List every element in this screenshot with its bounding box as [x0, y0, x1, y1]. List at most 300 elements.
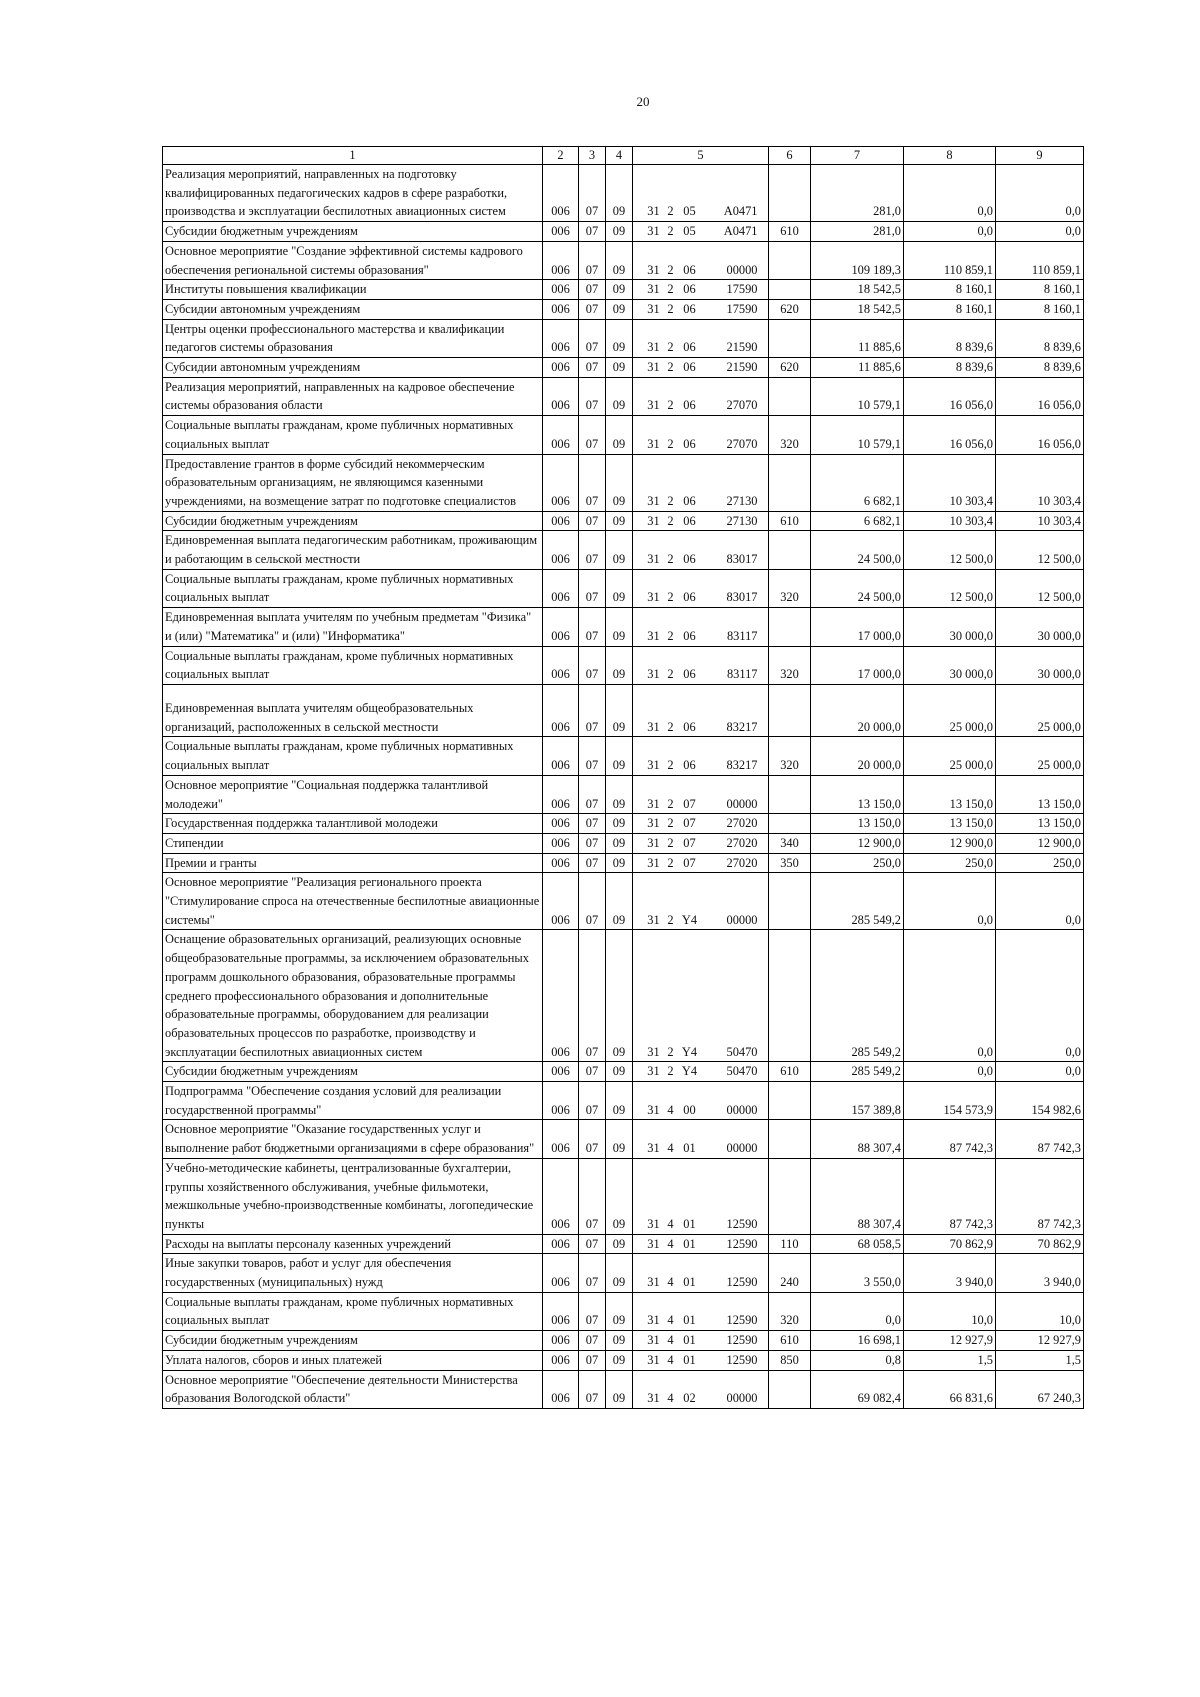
row-amount-1: 250,0 — [811, 853, 904, 873]
column-header: 6 — [769, 147, 811, 165]
row-code-ministry: 006 — [543, 511, 579, 531]
row-amount-3: 0,0 — [996, 873, 1084, 930]
row-code-subsection: 09 — [606, 377, 633, 415]
target-code-part: 06 — [683, 719, 696, 734]
target-code-part: 4 — [667, 1216, 674, 1231]
row-amount-1: 69 082,4 — [811, 1370, 904, 1408]
row-code-expense-type — [769, 684, 811, 736]
row-code-ministry: 006 — [543, 853, 579, 873]
table-row — [163, 737, 1084, 775]
row-code-subsection: 09 — [606, 775, 633, 813]
target-code-part: 31 — [647, 628, 660, 643]
row-code-ministry: 006 — [543, 930, 579, 1062]
row-amount-1: 0,8 — [811, 1350, 904, 1370]
row-code-target — [633, 454, 769, 511]
target-code-part: 50470 — [726, 1064, 758, 1079]
row-code-target — [633, 684, 769, 736]
row-code-subsection: 09 — [606, 299, 633, 319]
row-code-expense-type — [769, 165, 811, 222]
row-amount-3: 0,0 — [996, 930, 1084, 1062]
row-code-expense-type: 610 — [769, 511, 811, 531]
row-code-target — [633, 873, 769, 930]
row-amount-1: 16 698,1 — [811, 1331, 904, 1351]
row-amount-2: 10 303,4 — [904, 454, 996, 511]
target-code-part: 02 — [683, 1391, 696, 1406]
target-code-part: 06 — [683, 590, 696, 605]
target-code-part: 27020 — [726, 816, 758, 831]
target-code-part: 01 — [683, 1275, 696, 1290]
row-code-expense-type: 340 — [769, 833, 811, 853]
target-code-part: 01 — [683, 1313, 696, 1328]
row-code-subsection: 09 — [606, 1254, 633, 1292]
row-code-target — [633, 775, 769, 813]
row-amount-3: 13 150,0 — [996, 775, 1084, 813]
row-amount-3: 12 500,0 — [996, 569, 1084, 607]
row-amount-3: 16 056,0 — [996, 377, 1084, 415]
table-row — [163, 1350, 1084, 1370]
target-code-part: 06 — [683, 301, 696, 316]
row-amount-1: 68 058,5 — [811, 1234, 904, 1254]
row-amount-2: 30 000,0 — [904, 608, 996, 646]
table-row — [163, 416, 1084, 454]
target-code-part: 31 — [647, 1044, 660, 1059]
target-code-part: 31 — [647, 204, 660, 219]
row-amount-3: 110 859,1 — [996, 241, 1084, 279]
row-name: Оснащение образовательных организаций, реализующих основные общеобразовательные программы, за исключением образовательных программ дошкольного образования, образовательные программы среднего профессионального образования и дополнительные образовательные программы, оборудованием для реализации образовательных процессов по разработке, производству и эксплуатации беспилотных авиационных систем — [163, 930, 543, 1062]
row-code-ministry: 006 — [543, 531, 579, 569]
row-amount-2: 250,0 — [904, 853, 996, 873]
row-amount-2: 110 859,1 — [904, 241, 996, 279]
row-code-section: 07 — [579, 775, 606, 813]
target-code-part: 31 — [647, 1313, 660, 1328]
row-name: Единовременная выплата учителям по учебным предметам "Физика" и (или) "Математика" и (или) "Информатика" — [163, 608, 543, 646]
table-row — [163, 1331, 1084, 1351]
target-code-part: 06 — [683, 513, 696, 528]
target-code-part: 07 — [683, 835, 696, 850]
row-amount-3: 10 303,4 — [996, 454, 1084, 511]
table-row — [163, 165, 1084, 222]
target-code-part: 31 — [647, 493, 660, 508]
target-code-part: 07 — [683, 816, 696, 831]
target-code-part: 31 — [647, 1236, 660, 1251]
row-amount-3: 250,0 — [996, 853, 1084, 873]
target-code-part: 31 — [647, 667, 660, 682]
row-amount-2: 87 742,3 — [904, 1158, 996, 1234]
row-code-section: 07 — [579, 377, 606, 415]
row-code-ministry: 006 — [543, 775, 579, 813]
row-amount-1: 281,0 — [811, 222, 904, 242]
row-code-section: 07 — [579, 1062, 606, 1082]
target-code-part: 31 — [647, 1102, 660, 1117]
row-code-expense-type — [769, 377, 811, 415]
target-code-part: 31 — [647, 262, 660, 277]
row-amount-2: 3 940,0 — [904, 1254, 996, 1292]
target-code-part: 31 — [647, 590, 660, 605]
row-code-ministry: 006 — [543, 358, 579, 378]
row-code-ministry: 006 — [543, 222, 579, 242]
row-name: Субсидии бюджетным учреждениям — [163, 511, 543, 531]
row-name: Расходы на выплаты персоналу казенных учреждений — [163, 1234, 543, 1254]
table-row — [163, 814, 1084, 834]
target-code-part: 2 — [667, 835, 674, 850]
target-code-part: 00000 — [726, 912, 758, 927]
target-code-part: 06 — [683, 360, 696, 375]
target-code-part: 2 — [667, 796, 674, 811]
table-row — [163, 1062, 1084, 1082]
row-name: Единовременная выплата учителям общеобразовательных организаций, расположенных в сельской местности — [163, 684, 543, 736]
row-amount-1: 285 549,2 — [811, 1062, 904, 1082]
table-row — [163, 1158, 1084, 1234]
row-code-ministry: 006 — [543, 241, 579, 279]
row-code-section: 07 — [579, 1370, 606, 1408]
target-code-part: 31 — [647, 360, 660, 375]
target-code-part: 31 — [647, 340, 660, 355]
row-code-section: 07 — [579, 646, 606, 684]
row-code-section: 07 — [579, 833, 606, 853]
row-code-section: 07 — [579, 1082, 606, 1120]
row-code-expense-type — [769, 241, 811, 279]
row-code-expense-type: 610 — [769, 222, 811, 242]
target-code-part: 4 — [667, 1333, 674, 1348]
row-code-section: 07 — [579, 241, 606, 279]
row-code-target — [633, 1158, 769, 1234]
row-code-section: 07 — [579, 930, 606, 1062]
row-code-ministry: 006 — [543, 873, 579, 930]
row-amount-1: 109 189,3 — [811, 241, 904, 279]
row-code-expense-type: 620 — [769, 299, 811, 319]
target-code-part: 2 — [667, 204, 674, 219]
row-code-target — [633, 1062, 769, 1082]
target-code-part: 31 — [647, 758, 660, 773]
row-name: Уплата налогов, сборов и иных платежей — [163, 1350, 543, 1370]
row-code-target — [633, 241, 769, 279]
row-code-expense-type: 320 — [769, 737, 811, 775]
row-name: Стипендии — [163, 833, 543, 853]
row-amount-1: 10 579,1 — [811, 416, 904, 454]
row-code-subsection: 09 — [606, 1331, 633, 1351]
row-code-subsection: 09 — [606, 1234, 633, 1254]
row-code-ministry: 006 — [543, 814, 579, 834]
target-code-part: 31 — [647, 1275, 660, 1290]
row-amount-3: 67 240,3 — [996, 1370, 1084, 1408]
row-amount-2: 8 839,6 — [904, 358, 996, 378]
row-code-target — [633, 222, 769, 242]
target-code-part: 2 — [667, 282, 674, 297]
row-name: Основное мероприятие "Оказание государственных услуг и выполнение работ бюджетными организациями в сфере образования" — [163, 1120, 543, 1158]
row-name: Институты повышения квалификации — [163, 280, 543, 300]
target-code-part: 2 — [667, 719, 674, 734]
row-amount-3: 8 839,6 — [996, 358, 1084, 378]
row-code-target — [633, 608, 769, 646]
row-code-section: 07 — [579, 1158, 606, 1234]
column-header: 5 — [633, 147, 769, 165]
row-amount-3: 87 742,3 — [996, 1120, 1084, 1158]
row-code-subsection: 09 — [606, 416, 633, 454]
row-amount-1: 11 885,6 — [811, 358, 904, 378]
target-code-part: 06 — [683, 493, 696, 508]
row-amount-2: 0,0 — [904, 930, 996, 1062]
row-code-ministry: 006 — [543, 319, 579, 357]
column-header: 7 — [811, 147, 904, 165]
row-name: Субсидии бюджетным учреждениям — [163, 1331, 543, 1351]
table-row — [163, 377, 1084, 415]
row-name: Реализация мероприятий, направленных на кадровое обеспечение системы образования области — [163, 377, 543, 415]
row-code-expense-type: 240 — [769, 1254, 811, 1292]
target-code-part: 4 — [667, 1102, 674, 1117]
table-row — [163, 280, 1084, 300]
row-code-section: 07 — [579, 853, 606, 873]
row-name: Учебно-методические кабинеты, централизованные бухгалтерии, группы хозяйственного обслуживания, учебные фильмотеки, межшкольные учебно-производственные комбинаты, логопедические пункты — [163, 1158, 543, 1234]
row-code-expense-type — [769, 1158, 811, 1234]
row-code-section: 07 — [579, 531, 606, 569]
budget-table — [162, 146, 1084, 1409]
table-row — [163, 1120, 1084, 1158]
table-row — [163, 319, 1084, 357]
target-code-part: 06 — [683, 282, 696, 297]
target-code-part: 31 — [647, 719, 660, 734]
target-code-part: 83217 — [726, 719, 758, 734]
target-code-part: 00000 — [726, 796, 758, 811]
row-amount-3: 154 982,6 — [996, 1082, 1084, 1120]
row-code-target — [633, 531, 769, 569]
row-code-ministry: 006 — [543, 280, 579, 300]
row-amount-1: 6 682,1 — [811, 511, 904, 531]
row-amount-2: 13 150,0 — [904, 814, 996, 834]
row-amount-2: 10,0 — [904, 1292, 996, 1330]
row-code-subsection: 09 — [606, 454, 633, 511]
row-amount-2: 154 573,9 — [904, 1082, 996, 1120]
row-amount-1: 24 500,0 — [811, 569, 904, 607]
target-code-part: 31 — [647, 224, 660, 239]
target-code-part: 2 — [667, 1044, 674, 1059]
row-code-section: 07 — [579, 416, 606, 454]
row-code-target — [633, 1370, 769, 1408]
row-code-expense-type — [769, 814, 811, 834]
target-code-part: 2 — [667, 758, 674, 773]
row-code-target — [633, 377, 769, 415]
table-row — [163, 1234, 1084, 1254]
row-amount-2: 8 160,1 — [904, 299, 996, 319]
row-code-ministry: 006 — [543, 299, 579, 319]
table-row — [163, 775, 1084, 813]
row-code-ministry: 006 — [543, 1234, 579, 1254]
row-code-target — [633, 1292, 769, 1330]
table-row — [163, 873, 1084, 930]
row-amount-2: 8 839,6 — [904, 319, 996, 357]
row-code-target — [633, 646, 769, 684]
row-amount-3: 10 303,4 — [996, 511, 1084, 531]
row-code-target — [633, 1350, 769, 1370]
row-code-subsection: 09 — [606, 358, 633, 378]
row-amount-3: 87 742,3 — [996, 1158, 1084, 1234]
target-code-part: 2 — [667, 590, 674, 605]
target-code-part: 06 — [683, 436, 696, 451]
row-code-ministry: 006 — [543, 646, 579, 684]
row-code-expense-type — [769, 319, 811, 357]
row-code-section: 07 — [579, 608, 606, 646]
column-header: 9 — [996, 147, 1084, 165]
row-code-section: 07 — [579, 299, 606, 319]
row-amount-2: 1,5 — [904, 1350, 996, 1370]
row-code-expense-type: 320 — [769, 1292, 811, 1330]
table-row — [163, 1082, 1084, 1120]
row-name: Иные закупки товаров, работ и услуг для обеспечения государственных (муниципальных) нужд — [163, 1254, 543, 1292]
row-code-section: 07 — [579, 684, 606, 736]
row-amount-1: 285 549,2 — [811, 873, 904, 930]
row-amount-2: 66 831,6 — [904, 1370, 996, 1408]
target-code-part: 2 — [667, 628, 674, 643]
table-row — [163, 684, 1084, 736]
row-name: Государственная поддержка талантливой молодежи — [163, 814, 543, 834]
row-amount-2: 12 927,9 — [904, 1331, 996, 1351]
target-code-part: 2 — [667, 398, 674, 413]
row-amount-2: 0,0 — [904, 222, 996, 242]
row-amount-2: 25 000,0 — [904, 737, 996, 775]
row-code-subsection: 09 — [606, 511, 633, 531]
target-code-part: 06 — [683, 552, 696, 567]
target-code-part: 83017 — [726, 552, 758, 567]
target-code-part: 31 — [647, 835, 660, 850]
row-name: Социальные выплаты гражданам, кроме публичных нормативных социальных выплат — [163, 416, 543, 454]
target-code-part: Y4 — [681, 1044, 698, 1059]
row-amount-3: 1,5 — [996, 1350, 1084, 1370]
target-code-part: 27130 — [726, 493, 758, 508]
target-code-part: 31 — [647, 912, 660, 927]
row-name: Премии и гранты — [163, 853, 543, 873]
row-code-subsection: 09 — [606, 833, 633, 853]
target-code-part: 31 — [647, 513, 660, 528]
row-code-section: 07 — [579, 165, 606, 222]
row-code-expense-type: 320 — [769, 646, 811, 684]
row-amount-3: 3 940,0 — [996, 1254, 1084, 1292]
row-amount-2: 87 742,3 — [904, 1120, 996, 1158]
row-code-ministry: 006 — [543, 737, 579, 775]
row-amount-2: 70 862,9 — [904, 1234, 996, 1254]
target-code-part: 2 — [667, 912, 674, 927]
row-code-section: 07 — [579, 511, 606, 531]
row-code-expense-type: 610 — [769, 1062, 811, 1082]
target-code-part: 2 — [667, 855, 674, 870]
target-code-part: 07 — [683, 855, 696, 870]
row-amount-3: 16 056,0 — [996, 416, 1084, 454]
table-row — [163, 1292, 1084, 1330]
row-amount-1: 12 900,0 — [811, 833, 904, 853]
row-code-target — [633, 358, 769, 378]
row-code-ministry: 006 — [543, 377, 579, 415]
target-code-part: 2 — [667, 552, 674, 567]
row-amount-1: 285 549,2 — [811, 930, 904, 1062]
row-code-subsection: 09 — [606, 1158, 633, 1234]
row-amount-2: 16 056,0 — [904, 377, 996, 415]
target-code-part: 4 — [667, 1275, 674, 1290]
row-code-subsection: 09 — [606, 1370, 633, 1408]
target-code-part: 21590 — [726, 340, 758, 355]
table-row — [163, 358, 1084, 378]
row-code-expense-type — [769, 454, 811, 511]
row-amount-1: 157 389,8 — [811, 1082, 904, 1120]
row-amount-3: 10,0 — [996, 1292, 1084, 1330]
row-amount-2: 12 500,0 — [904, 569, 996, 607]
row-code-ministry: 006 — [543, 1292, 579, 1330]
row-code-expense-type — [769, 608, 811, 646]
row-code-subsection: 09 — [606, 1120, 633, 1158]
target-code-part: 83117 — [726, 628, 758, 643]
target-code-part: 2 — [667, 436, 674, 451]
target-code-part: 05 — [683, 204, 696, 219]
table-row — [163, 833, 1084, 853]
target-code-part: 50470 — [726, 1044, 758, 1059]
row-name: Субсидии бюджетным учреждениям — [163, 1062, 543, 1082]
row-code-section: 07 — [579, 814, 606, 834]
row-code-target — [633, 319, 769, 357]
row-name: Основное мероприятие "Реализация регионального проекта "Стимулирование спроса на отечественные беспилотные авиационные системы" — [163, 873, 543, 930]
row-code-expense-type: 850 — [769, 1350, 811, 1370]
row-code-target — [633, 814, 769, 834]
target-code-part: 2 — [667, 224, 674, 239]
row-name: Субсидии автономным учреждениям — [163, 299, 543, 319]
table-row — [163, 222, 1084, 242]
row-code-expense-type: 320 — [769, 569, 811, 607]
row-name: Социальные выплаты гражданам, кроме публичных нормативных социальных выплат — [163, 646, 543, 684]
row-code-subsection: 09 — [606, 684, 633, 736]
target-code-part: 31 — [647, 796, 660, 811]
row-code-section: 07 — [579, 873, 606, 930]
column-header: 2 — [543, 147, 579, 165]
row-code-ministry: 006 — [543, 416, 579, 454]
target-code-part: 2 — [667, 360, 674, 375]
row-code-target — [633, 1234, 769, 1254]
row-code-ministry: 006 — [543, 1331, 579, 1351]
row-code-section: 07 — [579, 1350, 606, 1370]
row-code-expense-type — [769, 873, 811, 930]
row-name: Социальные выплаты гражданам, кроме публичных нормативных социальных выплат — [163, 569, 543, 607]
row-amount-2: 12 500,0 — [904, 531, 996, 569]
row-code-target — [633, 1331, 769, 1351]
row-amount-2: 8 160,1 — [904, 280, 996, 300]
target-code-part: 01 — [683, 1236, 696, 1251]
row-code-target — [633, 1120, 769, 1158]
row-amount-2: 0,0 — [904, 165, 996, 222]
row-amount-3: 8 160,1 — [996, 280, 1084, 300]
target-code-part: 31 — [647, 1064, 660, 1079]
target-code-part: 31 — [647, 552, 660, 567]
target-code-part: 83217 — [726, 758, 758, 773]
target-code-part: 06 — [683, 398, 696, 413]
target-code-part: 4 — [667, 1236, 674, 1251]
row-amount-3: 70 862,9 — [996, 1234, 1084, 1254]
row-amount-2: 16 056,0 — [904, 416, 996, 454]
row-name: Основное мероприятие "Социальная поддержка талантливой молодежи" — [163, 775, 543, 813]
row-amount-3: 25 000,0 — [996, 684, 1084, 736]
row-code-target — [633, 511, 769, 531]
target-code-part: А0471 — [723, 204, 758, 219]
row-code-expense-type: 320 — [769, 416, 811, 454]
row-code-subsection: 09 — [606, 1062, 633, 1082]
row-code-section: 07 — [579, 1120, 606, 1158]
column-header: 4 — [606, 147, 633, 165]
row-code-ministry: 006 — [543, 833, 579, 853]
row-code-ministry: 006 — [543, 1254, 579, 1292]
target-code-part: 83117 — [726, 667, 758, 682]
target-code-part: Y4 — [681, 1064, 698, 1079]
row-name: Субсидии автономным учреждениям — [163, 358, 543, 378]
row-amount-3: 0,0 — [996, 165, 1084, 222]
row-code-subsection: 09 — [606, 737, 633, 775]
row-code-target — [633, 930, 769, 1062]
column-header: 3 — [579, 147, 606, 165]
row-amount-1: 10 579,1 — [811, 377, 904, 415]
row-code-expense-type: 610 — [769, 1331, 811, 1351]
